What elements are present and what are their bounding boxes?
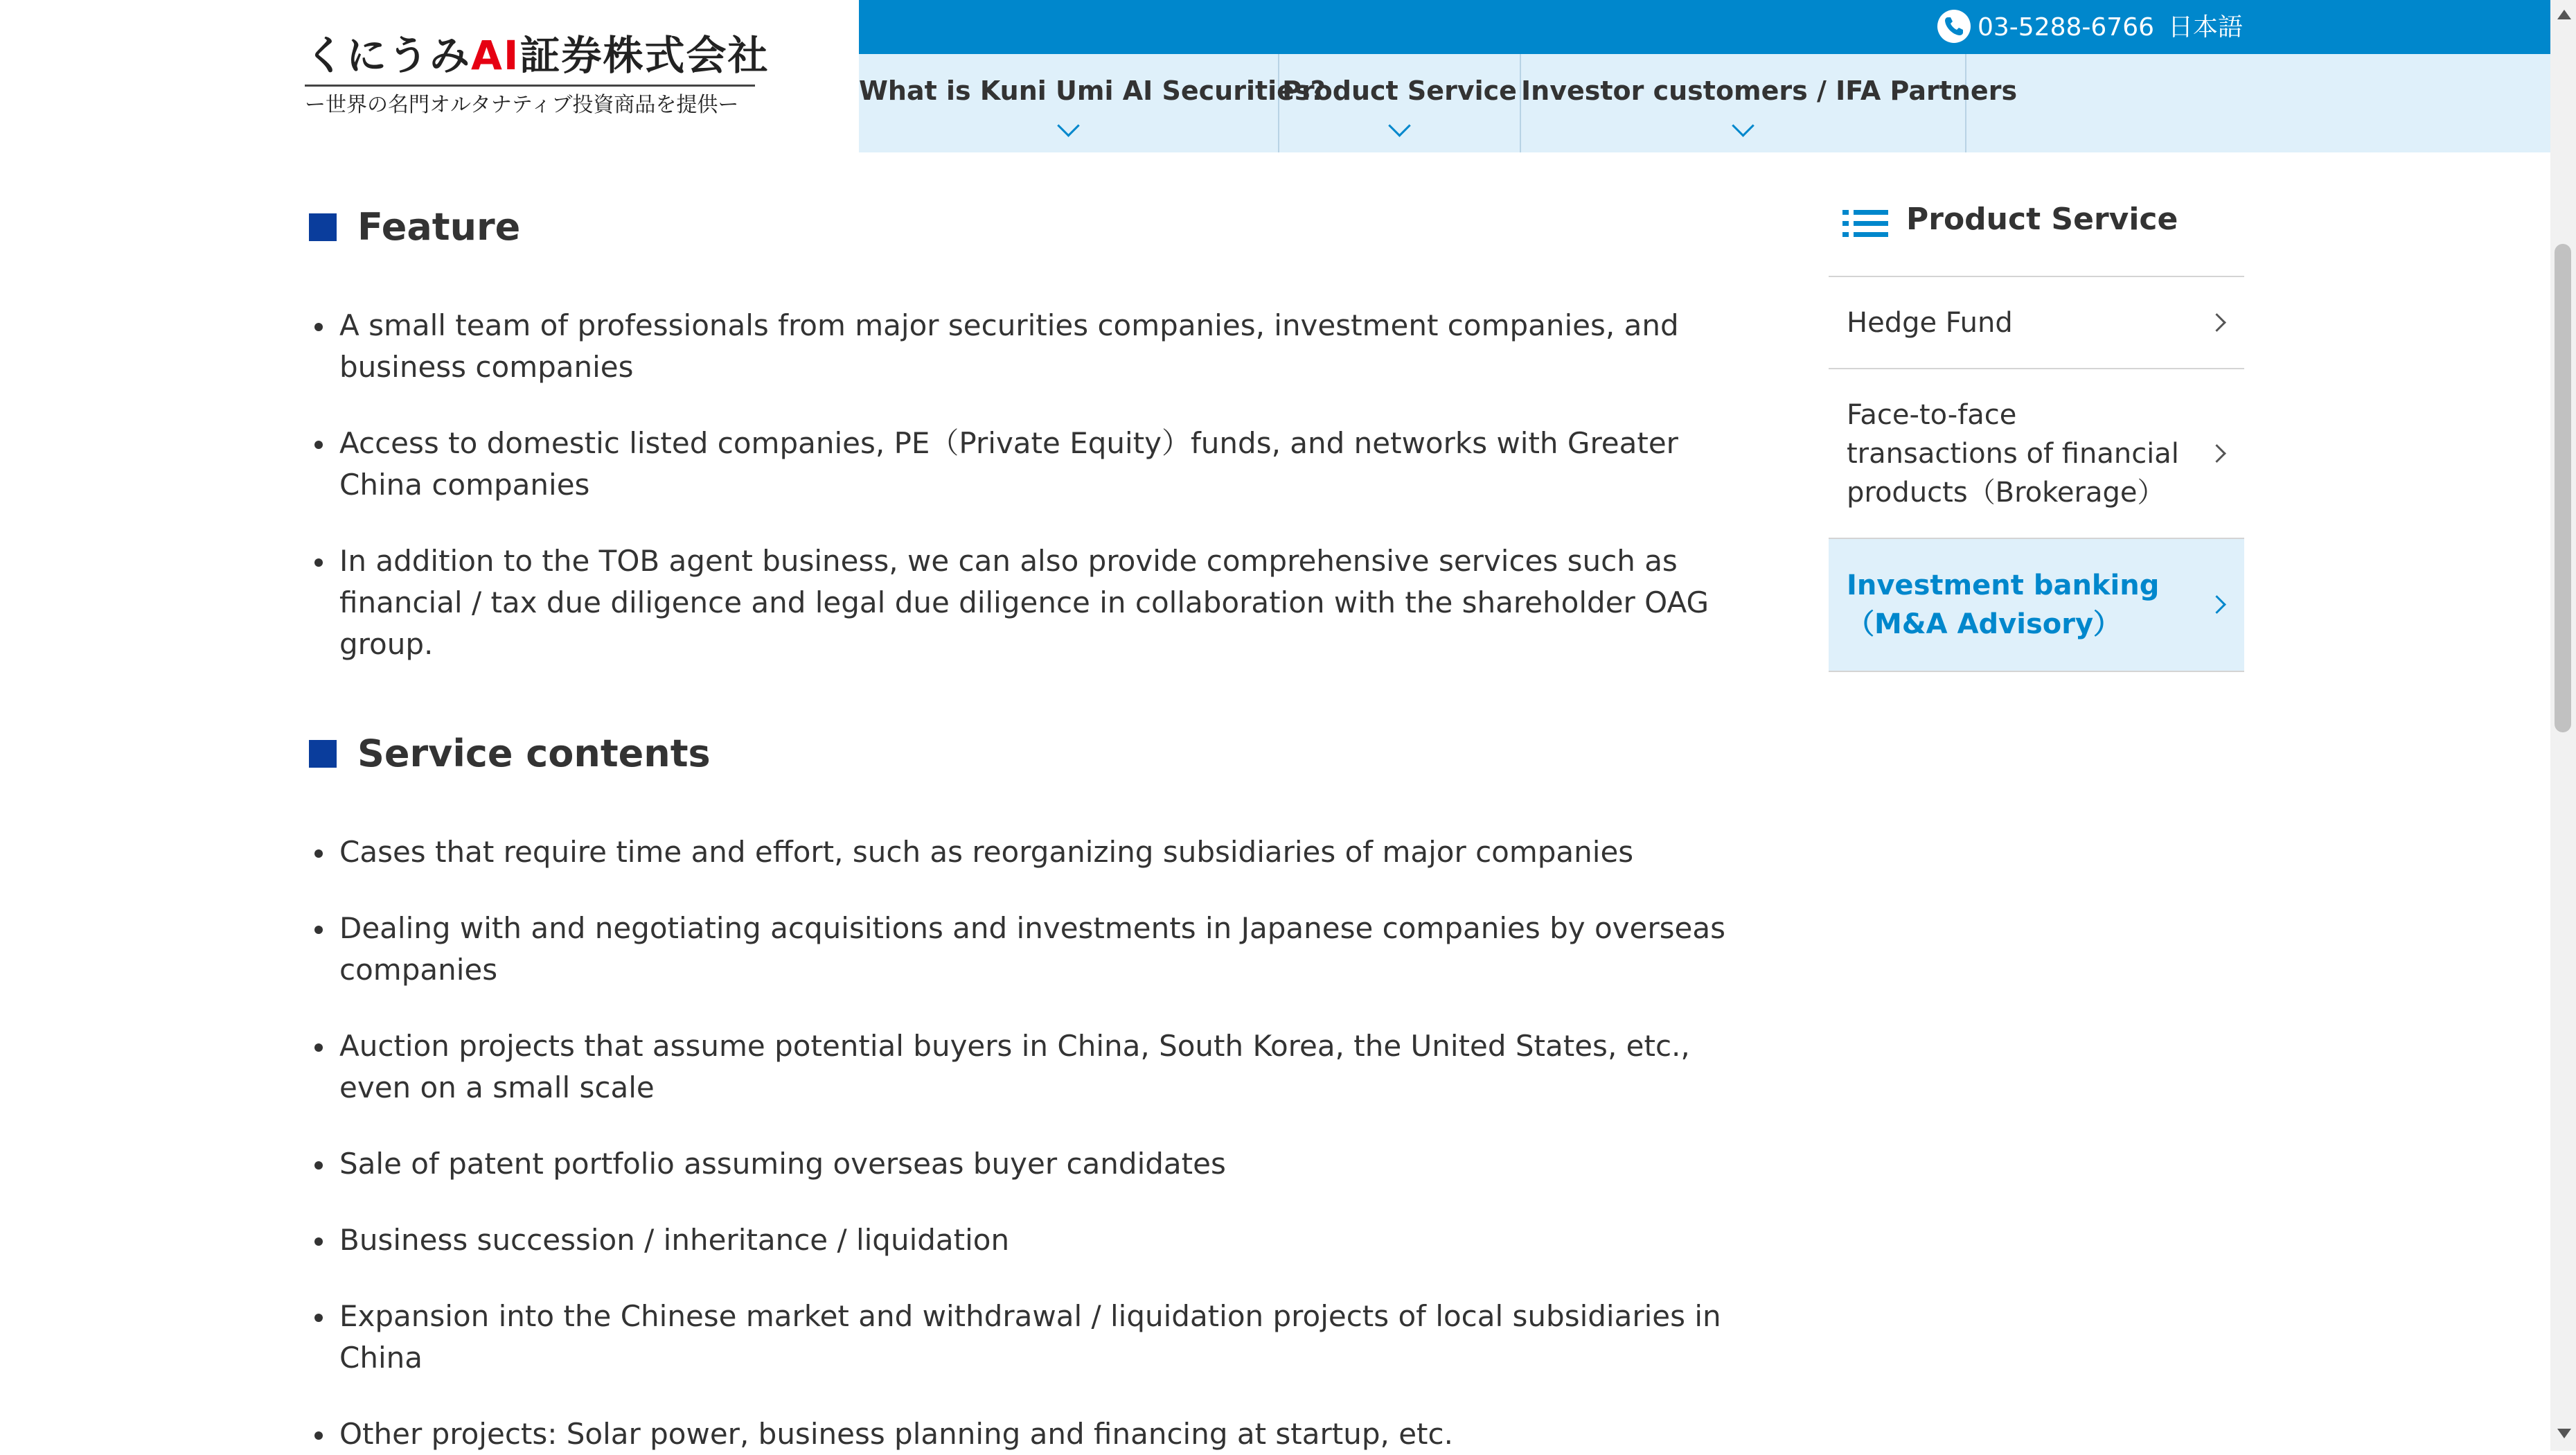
service-contents-heading: Service contents	[357, 732, 711, 775]
sidebar-item-label: Face-to-face transactions of financial products（Brokerage）	[1847, 398, 2179, 509]
chevron-down-icon	[1388, 114, 1411, 137]
list-item: Dealing with and negotiating acquisitions and investments in Japanese companies by overseas companies	[305, 908, 1759, 991]
logo-name-suffix: 証券株式会社	[519, 32, 770, 79]
sidebar-item-investment-banking[interactable]	[1829, 539, 2244, 672]
nav-item-label: What is Kuni Umi AI Securities?	[859, 76, 1326, 106]
nav-item-about[interactable]	[859, 54, 1326, 152]
top-bar	[859, 0, 2550, 54]
scrollbar-thumb[interactable]	[2555, 244, 2571, 732]
list-item: In addition to the TOB agent business, we can also provide comprehensive services such as financial / tax due diligence and legal due diligence in collaboration with the shareholder OAG group.	[305, 540, 1759, 665]
nav-item-investors[interactable]	[1521, 54, 2018, 152]
nav-item-label: Investor customers / IFA Partners	[1521, 76, 2018, 106]
sidebar-item-label: Hedge Fund	[1847, 306, 2013, 339]
nav-item-product-service[interactable]	[1279, 54, 1521, 152]
chevron-right-icon	[2208, 595, 2226, 614]
language-switch[interactable]: 日本語	[2168, 13, 2244, 42]
phone-icon	[1937, 10, 1971, 43]
chevron-right-icon	[2208, 313, 2226, 332]
phone-number[interactable]: 03-5288-6766	[1978, 13, 2155, 42]
nav-item-label: Product Service	[1282, 76, 1517, 106]
logo-tagline: ー世界の名門オルタナティブ投資商品を提供ー	[305, 93, 739, 117]
list-item: A small team of professionals from major securities companies, investment companies, and business companies	[305, 305, 1759, 388]
chevron-down-icon	[1057, 114, 1080, 137]
logo-name-prefix: くにうみ	[305, 32, 472, 79]
scroll-up-arrow-icon[interactable]	[2557, 10, 2571, 19]
site-logo[interactable]	[305, 28, 770, 83]
list-item: Other projects: Solar power, business planning and financing at startup, etc.	[305, 1413, 1759, 1455]
section-marker	[309, 740, 337, 768]
chevron-down-icon	[1732, 114, 1755, 137]
sidebar-menu	[1829, 276, 2244, 672]
logo-name-ai: AI	[471, 32, 520, 79]
service-contents-list	[305, 831, 1759, 1455]
sidebar-item-brokerage[interactable]	[1829, 369, 2244, 539]
logo-divider	[305, 85, 755, 87]
section-marker	[309, 213, 337, 241]
list-item: Cases that require time and effort, such as reorganizing subsidiaries of major companies	[305, 831, 1759, 873]
scroll-down-arrow-icon[interactable]	[2557, 1429, 2571, 1438]
chevron-right-icon	[2208, 444, 2226, 463]
feature-heading: Feature	[357, 205, 521, 249]
list-item: Business succession / inheritance / liquidation	[305, 1219, 1759, 1261]
list-item: Access to domestic listed companies, PE（Private Equity）funds, and networks with Greater China companies	[305, 423, 1759, 506]
list-item: Expansion into the Chinese market and withdrawal / liquidation projects of local subsidiaries in China	[305, 1296, 1759, 1379]
list-item: Auction projects that assume potential buyers in China, South Korea, the United States, etc., even on a small scale	[305, 1025, 1759, 1109]
sidebar-item-label: Investment banking（M&A Advisory）	[1847, 570, 2160, 640]
list-icon	[1842, 208, 1888, 242]
sidebar-item-hedge-fund[interactable]	[1829, 277, 2244, 369]
feature-list	[305, 305, 1759, 665]
sidebar-title: Product Service	[1906, 202, 2178, 237]
list-item: Sale of patent portfolio assuming overseas buyer candidates	[305, 1143, 1759, 1185]
